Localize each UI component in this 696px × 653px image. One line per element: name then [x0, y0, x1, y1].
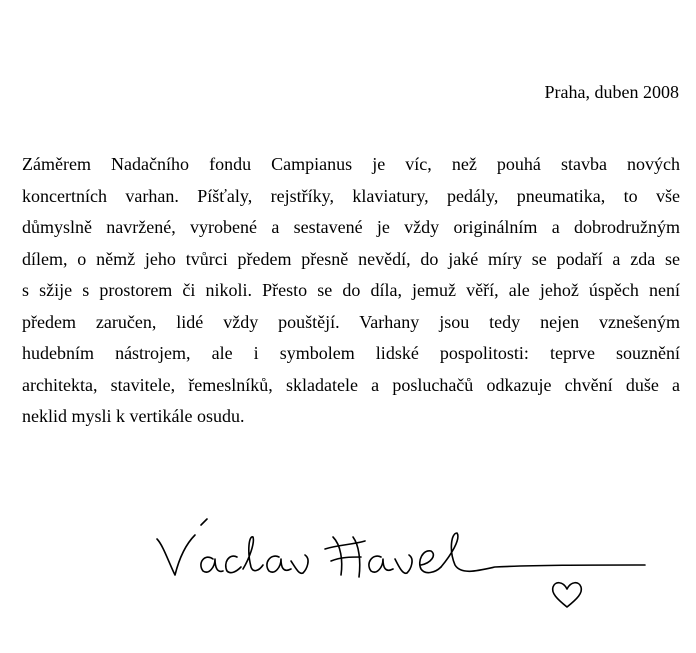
body-line: Záměrem Nadačního fondu Campianus je víc, než pouhá stavba nových: [22, 154, 680, 174]
heart-icon: [553, 583, 582, 607]
body-line: neklid mysli k vertikále osudu.: [22, 406, 245, 426]
body-line: důmyslně navržené, vyrobené a sestavené je vždy originálním a dobrodružným: [22, 217, 680, 237]
letter-body: [22, 149, 680, 433]
body-line: s sžije s prostorem či nikoli. Přesto se do díla, jemuž věří, ale jehož úspěch není: [22, 280, 680, 300]
body-line: předem zaručen, lidé vždy pouštějí. Varhany jsou tedy nejen vznešeným: [22, 311, 680, 332]
dateline: Praha, duben 2008: [544, 82, 679, 102]
body-line: dílem, o němž jeho tvůrci předem přesně nevědí, do jaké míry se podaří a zda se: [22, 248, 680, 269]
body-line: koncertních varhan. Píšťaly, rejstříky, klaviatury, pedály, pneumatika, to vše: [22, 185, 680, 206]
handwritten-signature: [155, 515, 655, 625]
body-line: architekta, stavitele, řemeslníků, skladatele a posluchačů odkazuje chvění duše a: [22, 374, 680, 395]
body-line: hudebním nástrojem, ale i symbolem lidské pospolitosti: teprve souznění: [22, 343, 680, 363]
